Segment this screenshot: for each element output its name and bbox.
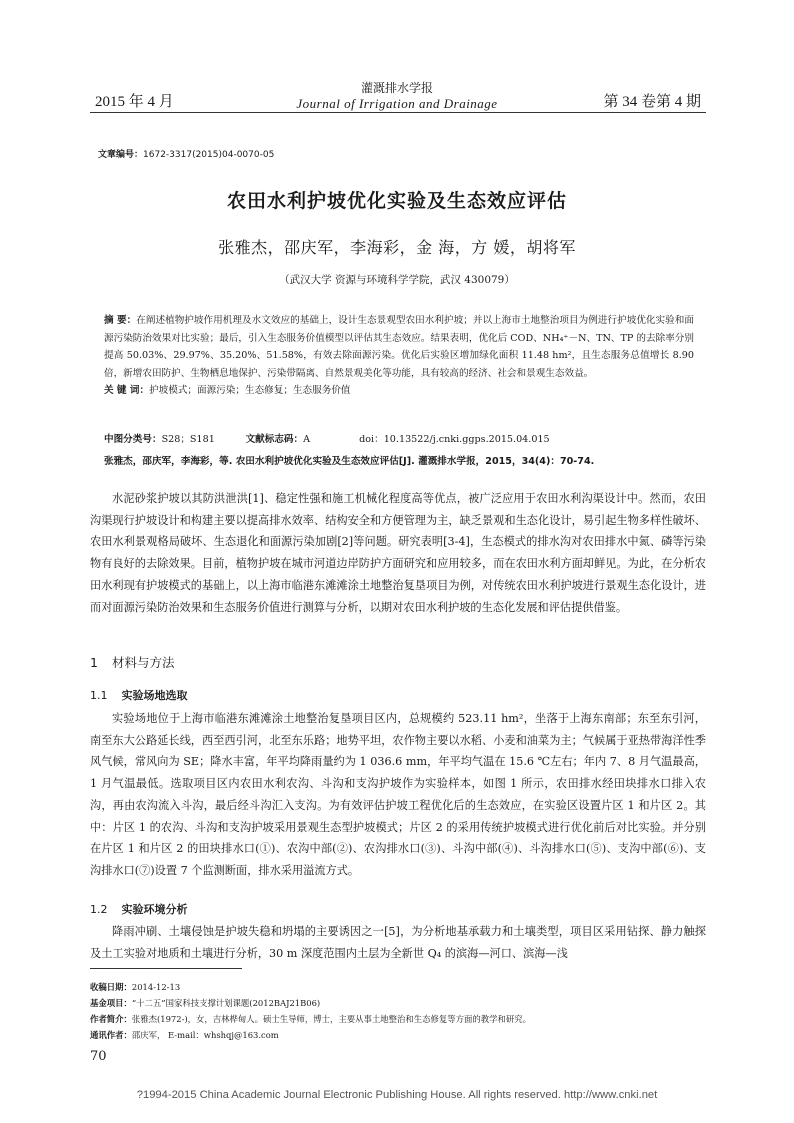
author-bio bbox=[90, 1011, 710, 1027]
section-1-1-title: 实验场地选取 bbox=[121, 689, 188, 702]
keywords-text: 护坡模式；面源污染；生态修复；生态服务价值 bbox=[149, 385, 351, 397]
section-1-1-paragraph: 实验场地位于上海市临港东滩滩涂土地整治复垦项目区内，总规模约 523.11 hm²，坐落于上海东南部；东至东引河，南至东大公路延长线，西至西引河，北至东乐路；地势平坦，农作物主要以水稻、小麦和油菜为主；气候属于亚热带海洋性季风气候，常风向为 SE；降水丰富，年平均降雨量约为 1 036.6 mm，年平均气温在 15.6 ℃左右；年内 7、8 月气温最高，1 月气温最低。选取项目区内农田水利农沟、斗沟和支沟护坡作为实验样本，如图 1 所示，农田排水经田块排水口排入农沟，再由农沟流入斗沟，最后经斗沟汇入支沟。为有效评估护坡工程优化后的生态效应，在实验区设置片区 1 和片区 2。其中：片区 1 的农沟、斗沟和支沟护坡采用景观生态型护坡模式；片区 2 的采用传统护坡模式进行优化前后对比实验。并分别在片区 1 和片区 2 的田块排水口(①)、农沟中部(②)、农沟排水口(③)、斗沟中部(④)、斗沟排水口(⑤)、支沟中部(⑥)、支沟排水口(⑦)设置 7 个监测断面，排水采用溢流方式。 bbox=[90, 712, 706, 877]
article-number bbox=[98, 147, 274, 160]
doi: doi：10.13522/j.cnki.ggps.2015.04.015 bbox=[359, 434, 550, 445]
author-bio-label: 作者简介： bbox=[90, 1014, 132, 1024]
fund-info bbox=[90, 995, 710, 1011]
received-label: 收稿日期： bbox=[90, 982, 132, 992]
section-1-number: 1 bbox=[90, 655, 98, 670]
section-1-1-body bbox=[90, 708, 706, 882]
keywords bbox=[104, 382, 694, 400]
header-date: 2015 年 4 月 bbox=[95, 94, 174, 110]
page-number: 70 bbox=[90, 1049, 107, 1064]
section-1-2-title: 实验环境分析 bbox=[121, 903, 188, 916]
header-journal-en: Journal of Irrigation and Drainage bbox=[296, 96, 498, 111]
abstract bbox=[104, 312, 694, 382]
header-journal-cn: 灌溉排水学报 bbox=[360, 81, 433, 95]
clc-value: S28；S181 bbox=[161, 434, 215, 445]
article-number-label: 文章编号： bbox=[98, 150, 144, 160]
doc-code-label: 文献标志码： bbox=[245, 434, 304, 445]
article-number-value: 1672-3317(2015)04-0070-05 bbox=[143, 150, 275, 160]
fund-value: “十二五”国家科技支撑计划课题(2012BAJ21B06) bbox=[131, 998, 321, 1008]
clc-label: 中图分类号： bbox=[104, 434, 162, 445]
author-bio-value: 张雅杰(1972-)，女，吉林桦甸人。硕士生导师，博士，主要从事土地整治和生态修复等方面的教学和研究。 bbox=[131, 1014, 532, 1024]
fund-label: 基金项目： bbox=[90, 998, 132, 1008]
section-1-title: 材料与方法 bbox=[111, 655, 175, 670]
received-date bbox=[90, 979, 710, 995]
keywords-label: 关 键 词： bbox=[104, 385, 150, 397]
corresponding-label: 通讯作者： bbox=[90, 1030, 132, 1040]
abstract-text: 在阐述植物护坡作用机理及水文效应的基础上，设计生态景观型农田水利护坡；并以上海市土地整治项目为例进行护坡优化实验和面源污染防治效果对比实验；最后，引入生态服务价值模型以评估其生态效应。结果表明，优化后 COD、NH₄⁺－N、TN、TP 的去除率分别提高 50.03%、29.97%、35.20%、51.58%，有效去除面源污染。优化后实验区增加绿化面积 11.48 hm²，且生态服务总值增长 8.90 倍，新增农田防护、生物栖息地保护、污染带隔离、自然景观美化等功能，具有较高的经济、社会和景观生态效益。 bbox=[104, 315, 694, 379]
section-1-1-number: 1.1 bbox=[90, 689, 108, 702]
section-1-heading bbox=[90, 653, 174, 671]
intro-paragraph: 水泥砂浆护坡以其防洪泄洪[1]、稳定性强和施工机械化程度高等优点，被广泛应用于农田水利沟渠设计中。然而，农田沟渠现行护坡设计和构建主要以提高排水效率、结构安全和方便管理为主，缺乏景观和生态化设计，易引起生物多样性破坏、农田水利景观格局破坏、生态退化和面源污染加剧[2]等问题。研究表明[3-4]，生态模式的排水沟对农田排水中氮、磷等污染物有良好的去除效果。目前，植物护坡在城市河道边岸防护方面研究和应用较多，而在农田水利方面却鲜见。为此，在分析农田水利现有护坡模式的基础上，以上海市临港东滩滩涂土地整治复垦项目为例，对传统农田水利护坡进行景观生态化设计，进而对面源污染防治效果和生态服务价值进行测算与分析，以期对农田水利护坡的生态化发展和评估提供借鉴。 bbox=[90, 492, 706, 614]
affiliation: （武汉大学 资源与环境科学学院，武汉 430079） bbox=[279, 274, 515, 286]
footnotes bbox=[90, 979, 710, 1043]
citation: 张雅杰，邵庆军，李海彩，等. 农田水利护坡优化实验及生态效应评估[J]. 灌溉排水学报，2015，34(4)：70-74. bbox=[104, 456, 595, 467]
doc-code-value: A bbox=[303, 434, 311, 445]
section-1-1-heading bbox=[90, 687, 188, 703]
classification-row bbox=[104, 431, 704, 445]
section-1-2-body bbox=[90, 921, 706, 964]
abstract-label: 摘 要： bbox=[104, 315, 137, 326]
author-list: 张雅杰，邵庆军，李海彩，金 海，方 媛，胡将军 bbox=[218, 238, 576, 257]
header-volume: 第 34 卷第 4 期 bbox=[603, 94, 701, 110]
section-1-2-number: 1.2 bbox=[90, 903, 108, 916]
section-1-2-paragraph: 降雨冲刷、土壤侵蚀是护坡失稳和坍塌的主要诱因之一[5]，为分析地基承载力和土壤类型，项目区采用钻探、静力触探及土工实验对地质和土壤进行分析，30 m 深度范围内土层为全新世 Q₄ 的滨海—河口、滨海—浅 bbox=[90, 925, 706, 960]
received-value: 2014-12-13 bbox=[131, 982, 181, 992]
introduction bbox=[90, 488, 706, 618]
paper-title: 农田水利护坡优化实验及生态效应评估 bbox=[226, 190, 567, 212]
footnote-rule bbox=[90, 968, 242, 969]
copyright-line: ?1994-2015 China Academic Journal Electronic Publishing House. All rights reserved. http://www.cnki.net bbox=[136, 1089, 658, 1101]
abstract-block bbox=[104, 312, 694, 400]
header-rule bbox=[90, 112, 706, 113]
section-1-2-heading bbox=[90, 901, 188, 917]
corresponding-author bbox=[90, 1027, 710, 1043]
corresponding-value: 邵庆军， E-mail：whshqj@163.com bbox=[131, 1030, 279, 1040]
